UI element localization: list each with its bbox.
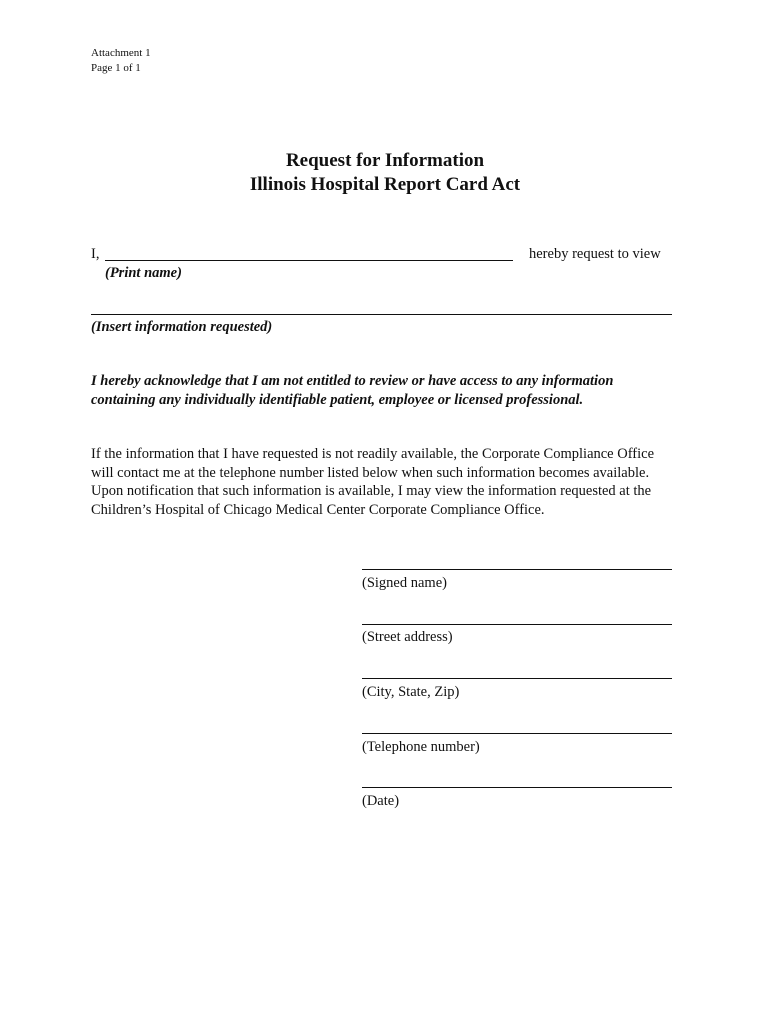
request-suffix: hereby request to view (529, 246, 661, 262)
city-state-zip-field[interactable] (362, 678, 672, 679)
print-name-field[interactable] (105, 260, 513, 261)
date-field[interactable] (362, 787, 672, 788)
signed-name-field[interactable] (362, 569, 672, 570)
print-name-row (91, 245, 671, 265)
acknowledgement-text (91, 372, 681, 409)
signed-name-label: (Signed name) (362, 575, 447, 591)
telephone-field[interactable] (362, 733, 672, 734)
para-line-1: If the information that I have requested is not readily available, the Corporate Compliance Office (91, 446, 655, 462)
city-state-zip-label: (City, State, Zip) (362, 684, 460, 700)
attachment-label: Attachment 1 (91, 47, 151, 59)
para-line-4: Children’s Hospital of Chicago Medical Center Corporate Compliance Office. (91, 501, 545, 518)
para-line-2: will contact me at the telephone number listed below when such information becomes available. (91, 464, 650, 481)
para-line-3: Upon notification that such information is available, I may view the information requested at the (91, 483, 652, 499)
street-address-label: (Street address) (362, 629, 453, 645)
ack-line-1: I hereby acknowledge that I am not entitled to review or have access to any information (91, 373, 614, 389)
street-address-field[interactable] (362, 624, 672, 625)
information-requested-field[interactable] (91, 314, 672, 315)
document-title (0, 149, 770, 197)
page-number: Page 1 of 1 (91, 62, 141, 74)
information-requested-label: (Insert information requested) (91, 319, 273, 335)
telephone-label: (Telephone number) (362, 739, 480, 755)
title-line-2: Illinois Hospital Report Card Act (249, 174, 521, 195)
page-header (91, 46, 151, 76)
date-label: (Date) (362, 793, 400, 809)
ack-line-2: containing any individually identifiable patient, employee or licensed professional. (91, 391, 584, 408)
title-line-1: Request for Information (285, 150, 485, 171)
name-prefix: I, (91, 246, 100, 262)
notification-paragraph (91, 445, 681, 519)
print-name-label: (Print name) (105, 265, 182, 281)
